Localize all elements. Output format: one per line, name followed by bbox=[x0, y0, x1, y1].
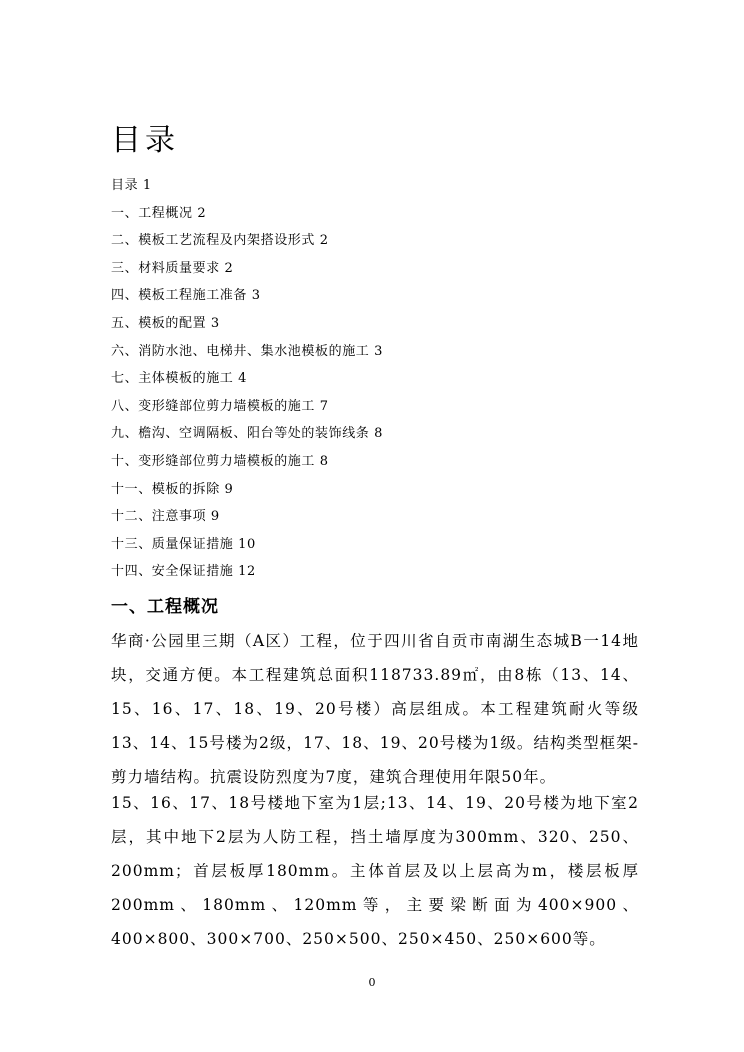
body-paragraph: 15、16、17、18号楼地下室为1层;13、14、19、20号楼为地下室2层，其中地下2层为人防工程，挡土墙厚度为300mm、320、250、200mm；首层板厚180mm。主体首层及以上层高为m，楼层板厚200mm、180mm、120mm等，主要梁断面为400×900、400×800、300×700、250×500、250×450、250×600等。 bbox=[111, 794, 639, 948]
toc-entry[interactable]: 一、工程概况 2 bbox=[111, 205, 207, 221]
toc-title: 目录 bbox=[111, 123, 179, 158]
toc-entry[interactable]: 十二、注意事项 9 bbox=[111, 509, 220, 525]
toc-entry[interactable]: 九、檐沟、空调隔板、阳台等处的装饰线条 8 bbox=[111, 426, 384, 442]
toc-entry[interactable]: 目录 1 bbox=[111, 178, 152, 193]
toc-entry[interactable]: 五、模板的配置 3 bbox=[111, 315, 220, 331]
table-of-contents bbox=[111, 176, 383, 590]
body-paragraph: 华商·公园里三期（A区）工程，位于四川省自贡市南湖生态城B一14地块，交通方便。本工程建筑总面积118733.89㎡，由8栋（13、14、15、16、17、18、19、20号楼）高层组成。本工程建筑耐火等级13、14、15号楼为2级，17、18、19、20号楼为1级。结构类型框架-剪力墙结构。抗震设防烈度为7度，建筑合理使用年限50年。 bbox=[111, 632, 639, 786]
toc-entry[interactable]: 六、消防水池、电梯井、集水池模板的施工 3 bbox=[111, 343, 384, 359]
toc-entry[interactable]: 七、主体模板的施工 4 bbox=[111, 371, 248, 387]
toc-entry[interactable]: 十一、模板的拆除 9 bbox=[111, 481, 234, 497]
toc-entry[interactable]: 四、模板工程施工准备 3 bbox=[111, 288, 261, 304]
section-heading: 一、工程概况 bbox=[111, 597, 219, 617]
toc-entry[interactable]: 三、材料质量要求 2 bbox=[111, 260, 234, 276]
toc-entry[interactable]: 十三、质量保证措施 10 bbox=[111, 536, 256, 552]
page-number: 0 bbox=[368, 976, 376, 989]
toc-entry[interactable]: 十四、安全保证措施 12 bbox=[111, 564, 256, 580]
toc-entry[interactable]: 十、变形缝部位剪力墙模板的施工 8 bbox=[111, 453, 329, 469]
toc-entry[interactable]: 八、变形缝部位剪力墙模板的施工 7 bbox=[111, 398, 329, 414]
toc-entry[interactable]: 二、模板工艺流程及内架搭设形式 2 bbox=[111, 233, 329, 249]
